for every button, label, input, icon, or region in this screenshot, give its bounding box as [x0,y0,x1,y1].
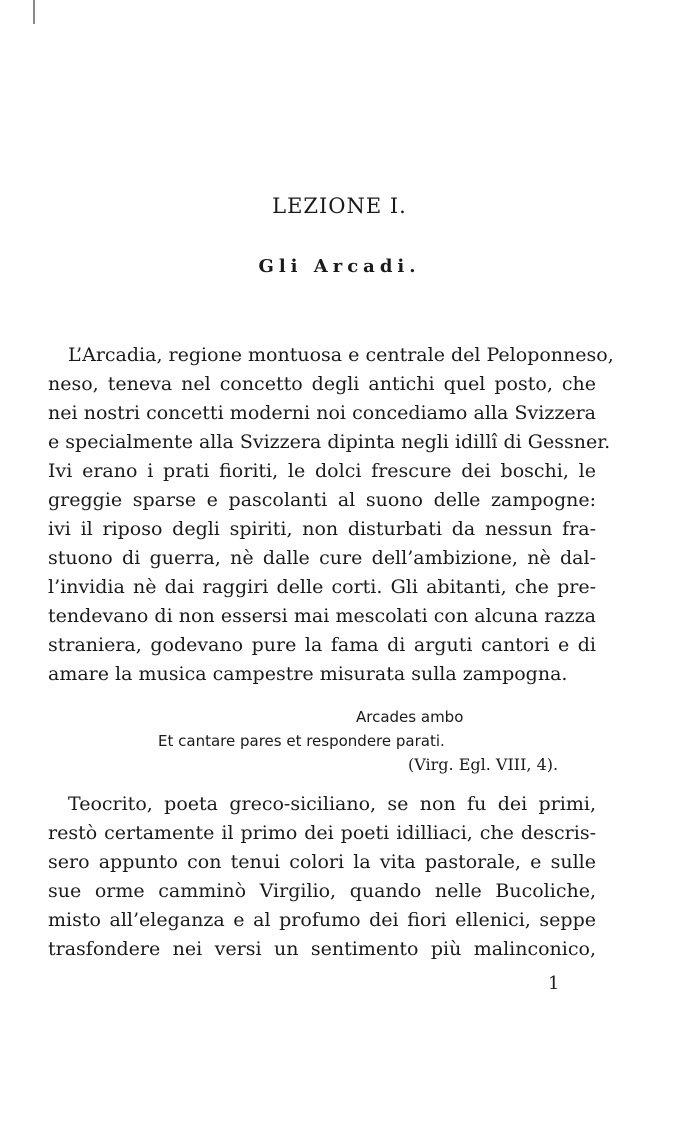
chapter-title: LEZIONE I. [272,194,407,218]
quote-citation: (Virg. Egl. VIII, 4). [408,755,559,774]
quote-line-1: Arcades ambo [356,708,464,726]
text-line: straniera, godevano pure la fama di arguti cantori e di [48,634,596,656]
text-line: greggie sparse e pascolanti al suono delle zampogne: [48,489,596,511]
text-line: ivi il riposo degli spiriti, non disturbati da nessun fra- [48,518,596,540]
page-edge-mark [33,0,35,24]
text-line: amare la musica campestre misurata sulla zampogna. [48,663,568,685]
text-line: restò certamente il primo dei poeti idilliaci, che descris- [48,822,596,844]
text-line: misto all’eleganza e al profumo dei fiori ellenici, seppe [48,909,596,931]
text-line: sue orme camminò Virgilio, quando nelle Bucoliche, [48,880,596,902]
text-line: neso, teneva nel concetto degli antichi quel posto, che [48,373,596,395]
paragraph-2 [48,790,596,964]
text-line: l’invidia nè dai raggiri delle corti. Gli abitanti, che pre- [48,576,596,598]
chapter-subtitle: Gli Arcadi. [258,256,421,277]
text-line: Teocrito, poeta greco-siciliano, se non fu dei primi, [68,793,596,815]
text-line: e specialmente alla Svizzera dipinta negli idillî di Gessner. [48,431,611,453]
text-line: Ivi erano i prati fioriti, le dolci frescure dei boschi, le [48,460,596,482]
text-line: trasfondere nei versi un sentimento più malinconico, [48,938,596,960]
text-line: tendevano di non essersi mai mescolati con alcuna razza [48,605,596,627]
paragraph-1 [48,341,614,689]
text-line: sero appunto con tenui colori la vita pastorale, e sulle [48,851,596,873]
quote-line-2: Et cantare pares et respondere parati. [158,732,445,750]
text-line: stuono di guerra, nè dalle cure dell’ambizione, nè dal- [48,547,596,569]
text-line: nei nostri concetti moderni noi concediamo alla Svizzera [48,402,596,424]
text-line: L’Arcadia, regione montuosa e centrale del Peloponneso, [68,344,614,366]
page-number: 1 [548,973,560,994]
